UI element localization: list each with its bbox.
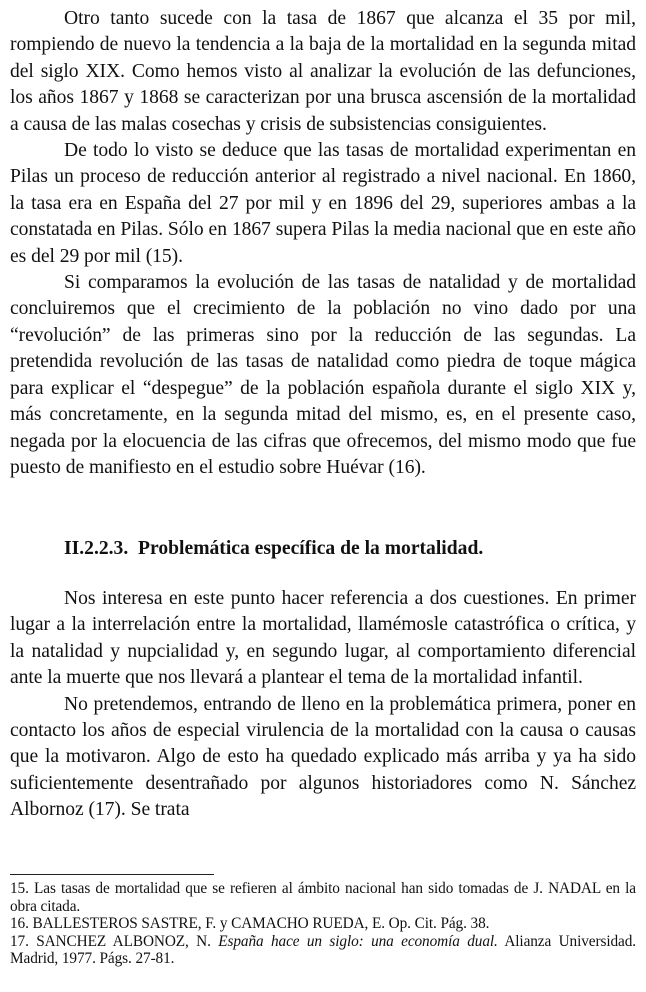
- footnote-17-publisher: Alianza Universidad. Madrid, 1977. Págs. 27-81.: [10, 932, 636, 968]
- footnote-16: 16. BALLESTEROS SASTRE, F. y CAMACHO RUEDA, E. Op. Cit. Pág. 38.: [10, 915, 490, 933]
- section-text-block: [10, 586, 636, 824]
- footnote-divider: [10, 874, 214, 875]
- paragraph: Otro tanto sucede con la tasa de 1867 que alcanza el 35 por mil, rompiendo de nuevo la tendencia a la baja de la mortalidad en la segunda mitad del siglo XIX. Como hemos visto al analizar la evolución de las defunciones, los años 1867 y 1868 se caracterizan por una brusca ascensión de la mortalidad a causa de las malas cosechas y crisis de subsistencias consiguientes.: [10, 8, 636, 135]
- paragraph: Nos interesa en este punto hacer referencia a dos cuestiones. En primer lugar a la interrelación entre la mortalidad, llamémosle catastrófica o crítica, y la natalidad y nupcialidad y, en segundo lugar, al comportamiento diferencial ante la muerte que nos llevará a plantear el tema de la mortalidad infantil.: [10, 588, 636, 689]
- section-title: Problemática específica de la mortalidad.: [138, 538, 484, 559]
- paragraph: Si comparamos la evolución de las tasas de natalidad y de mortalidad concluiremos que el crecimiento de la población no vino dado por una “revolución” de las primeras sino por la reducción de las segundas. La pretendida revolución de las tasas de natalidad como piedra de toque mágica para explicar el “despegue” de la población española durante el siglo XIX y, más concretamente, en la segunda mitad del mismo, es, en el presente caso, negada por la elocuencia de las cifras que ofrecemos, del mismo modo que fue puesto de manifiesto en el estudio sobre Huévar (16).: [10, 272, 636, 478]
- section-heading: [64, 536, 483, 562]
- footnote-17: [10, 933, 636, 968]
- footnotes: [10, 880, 636, 968]
- footnote-15: 15. Las tasas de mortalidad que se refieren al ámbito nacional han sido tomadas de J. NADAL en la obra citada.: [10, 880, 636, 915]
- main-text-block: [10, 6, 636, 481]
- footnote-17-author: 17. SANCHEZ ALBONOZ, N.: [10, 932, 219, 950]
- footnote-17-title: España hace un siglo: una economía dual.: [218, 932, 498, 950]
- paragraph: No pretendemos, entrando de lleno en la problemática primera, poner en contacto los años de especial virulencia de la mortalidad con la causa o causas que la motivaron. Algo de esto ha quedado explicado más arriba y ya ha sido suficientemente desentrañado por algunos historiadores como N. Sánchez Albornoz (17). Se trata: [10, 693, 636, 821]
- paragraph: De todo lo visto se deduce que las tasas de mortalidad experimentan en Pilas un proceso de reducción anterior al registrado a nivel nacional. En 1860, la tasa era en España del 27 por mil y en 1896 del 29, superiores ambas a la constatada en Pilas. Sólo en 1867 supera Pilas la media nacional que en este año es del 29 por mil (15).: [10, 140, 636, 267]
- section-number: II.2.2.3.: [64, 538, 129, 559]
